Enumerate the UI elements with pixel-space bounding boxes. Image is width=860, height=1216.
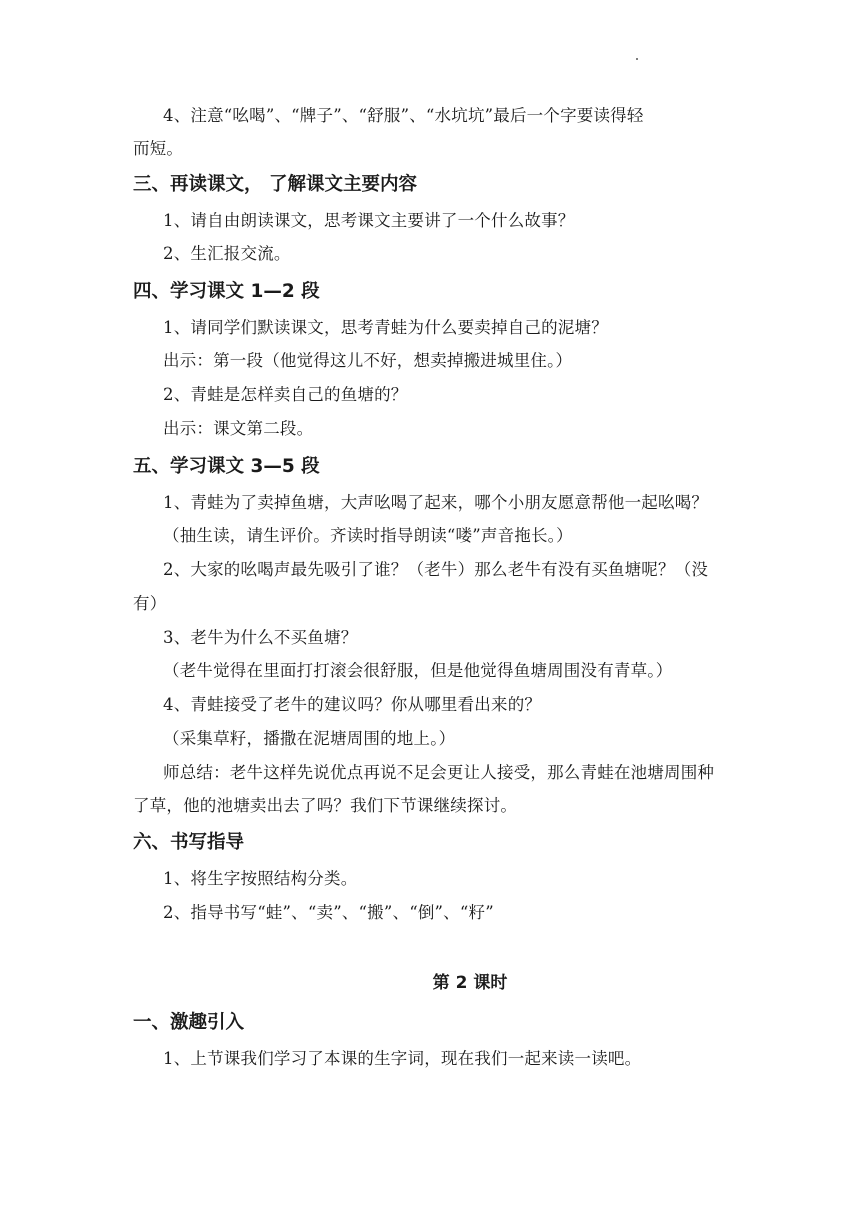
paragraph-line: 师总结：老牛这样先说优点再说不足会更让人接受，那么青蛙在池塘周围种 <box>163 763 715 782</box>
paragraph-line: 2、大家的吆喝声最先吸引了谁？（老牛）那么老牛有没有买鱼塘呢？（没 <box>163 560 709 579</box>
lesson-title: 第 2 课时 <box>432 973 508 993</box>
section-heading: 五、学习课文 3—5 段 <box>133 456 320 477</box>
paragraph-line: 3、老牛为什么不买鱼塘？ <box>163 628 358 647</box>
paragraph-line: 1、请自由朗读课文，思考课文主要讲了一个什么故事？ <box>163 211 575 230</box>
paragraph-line: 出示：课文第二段。 <box>163 419 314 438</box>
section-heading: 六、书写指导 <box>133 832 245 853</box>
section-heading: 一、激趣引入 <box>133 1012 245 1033</box>
paragraph-line: 1、请同学们默读课文，思考青蛙为什么要卖掉自己的泥塘？ <box>163 318 608 337</box>
paragraph-line: 了草，他的池塘卖出去了吗？我们下节课继续探讨。 <box>133 796 518 815</box>
paragraph-line: 而短。 <box>133 139 184 158</box>
paragraph-line: 1、上节课我们学习了本课的生字词，现在我们一起来读一读吧。 <box>163 1049 642 1068</box>
paragraph-line: 4、青蛙接受了老牛的建议吗？你从哪里看出来的？ <box>163 695 542 714</box>
page-mark <box>636 58 638 60</box>
section-heading: 三、再读课文， 了解课文主要内容 <box>133 174 417 195</box>
paragraph-line: 2、青蛙是怎样卖自己的鱼塘的？ <box>163 385 408 404</box>
paragraph-line: 1、青蛙为了卖掉鱼塘，大声吆喝了起来，哪个小朋友愿意帮他一起吆喝？ <box>163 493 709 512</box>
paragraph-line: 2、指导书写“蛙”、“卖”、“搬”、“倒”、“籽” <box>163 903 494 922</box>
paragraph-line: 2、生汇报交流。 <box>163 244 291 263</box>
paragraph-line: 1、将生字按照结构分类。 <box>163 869 358 888</box>
paragraph-line: （抽生读，请生评价。齐读时指导朗读“喽”声音拖长。） <box>163 526 573 545</box>
paragraph-line: （采集草籽，播撒在泥塘周围的地上。） <box>163 729 456 748</box>
paragraph-line: 出示：第一段（他觉得这儿不好，想卖掉搬进城里住。） <box>163 351 573 370</box>
paragraph-line: 有） <box>133 594 167 613</box>
paragraph-line: （老牛觉得在里面打打滚会很舒服，但是他觉得鱼塘周围没有青草。） <box>163 661 673 680</box>
section-heading: 四、学习课文 1—2 段 <box>133 281 320 302</box>
paragraph-line: 4、注意“吆喝”、“牌子”、“舒服”、“水坑坑”最后一个字要读得轻 <box>163 106 644 125</box>
